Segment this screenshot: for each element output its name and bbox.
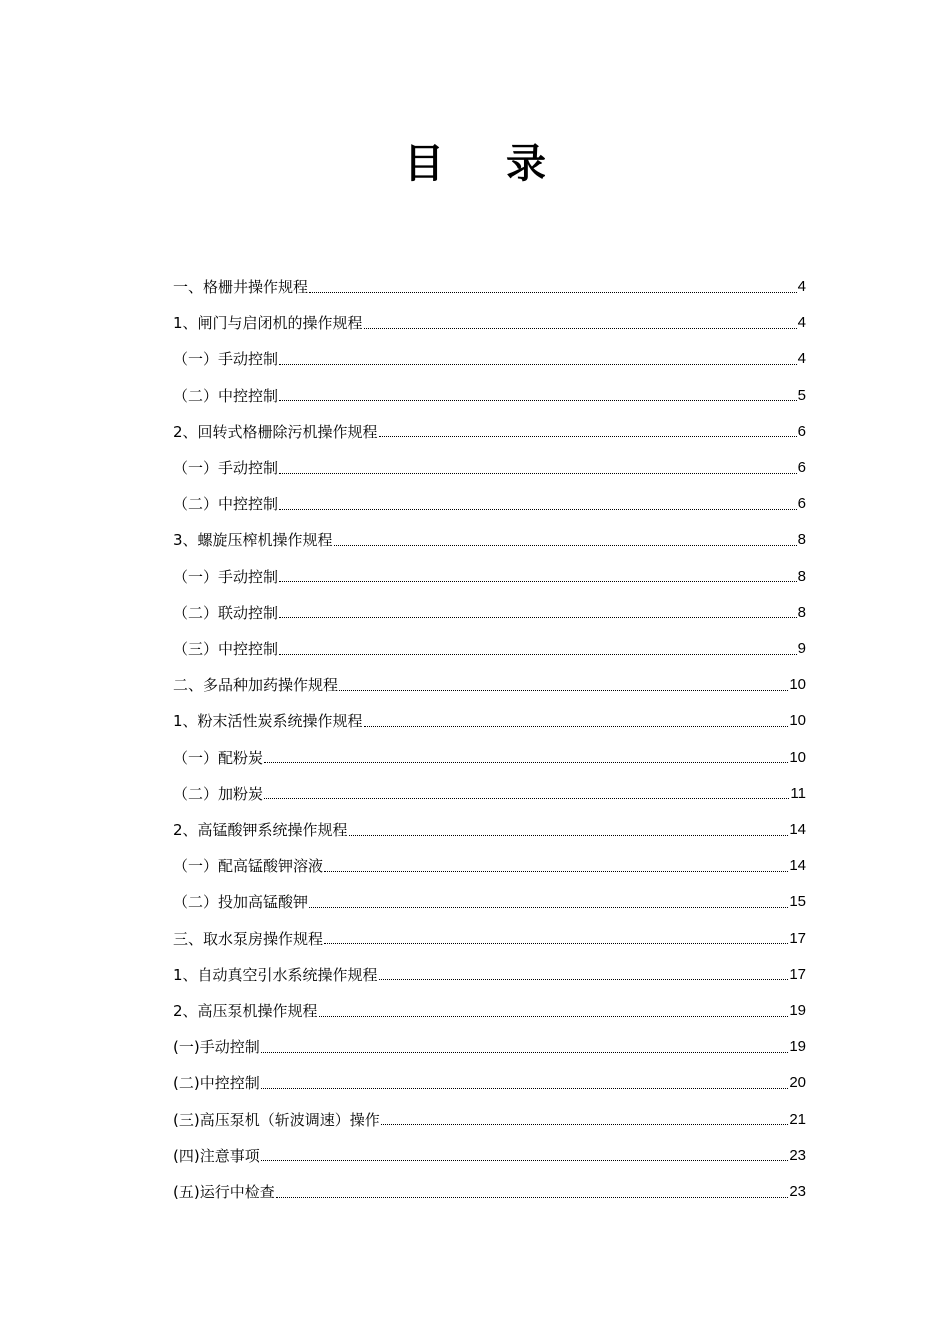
- toc-entry-page-number: 15: [789, 893, 806, 911]
- toc-entry[interactable]: [173, 993, 806, 1029]
- toc-entry-label: （二）中控控制: [173, 495, 279, 514]
- toc-entry-page-number: 6: [797, 495, 806, 513]
- toc-entry-label: （一）手动控制: [173, 567, 279, 586]
- toc-entry-label: 三、取水泵房操作规程: [173, 929, 324, 948]
- toc-dot-leader: [279, 364, 797, 365]
- toc-entry-label: (三)高压泵机（斩波调速）操作: [173, 1110, 380, 1129]
- toc-entry-page-number: 4: [797, 350, 806, 368]
- toc-dot-leader: [381, 1124, 789, 1125]
- toc-entry-label: 3、螺旋压榨机操作规程: [173, 531, 333, 550]
- toc-dot-leader: [334, 545, 797, 546]
- toc-entry[interactable]: [173, 341, 806, 377]
- toc-dot-leader: [379, 979, 789, 980]
- title-char-1: 目: [404, 141, 444, 187]
- toc-entry-page-number: 14: [789, 857, 806, 875]
- toc-entry-page-number: 8: [797, 567, 806, 585]
- toc-entry[interactable]: [173, 378, 806, 414]
- toc-entry[interactable]: [173, 667, 806, 703]
- toc-entry-page-number: 20: [789, 1074, 806, 1092]
- toc-entry[interactable]: [173, 522, 806, 558]
- toc-entry-label: （二）投加高锰酸钾: [173, 893, 309, 912]
- toc-entry-label: （二）联动控制: [173, 603, 279, 622]
- toc-entry-page-number: 5: [797, 386, 806, 404]
- toc-entry-page-number: 10: [789, 676, 806, 694]
- toc-entry-page-number: 19: [789, 1038, 806, 1056]
- title-char-2: 录: [506, 141, 546, 187]
- toc-entry-label: 一、格栅井操作规程: [173, 278, 309, 296]
- toc-entry-label: 2、高压泵机操作规程: [173, 1002, 318, 1020]
- toc-entry-label: (五)运行中检查: [173, 1183, 275, 1201]
- toc-dot-leader: [279, 617, 797, 618]
- toc-entry-label: 二、多品种加药操作规程: [173, 676, 339, 695]
- toc-entry[interactable]: [173, 776, 806, 812]
- toc-dot-leader: [309, 292, 797, 293]
- toc-dot-leader: [324, 943, 788, 944]
- toc-entry-label: （一）配高锰酸钾溶液: [173, 857, 324, 876]
- toc-entry[interactable]: [173, 957, 806, 993]
- page-title: [0, 132, 950, 189]
- toc-entry-page-number: 17: [789, 965, 806, 983]
- toc-entry-page-number: 11: [790, 784, 806, 802]
- toc-dot-leader: [279, 581, 797, 582]
- toc-entry-page-number: 6: [797, 422, 806, 440]
- toc-entry-page-number: 17: [789, 929, 806, 947]
- toc-entry-label: (二)中控控制: [173, 1074, 260, 1093]
- toc-dot-leader: [279, 654, 797, 655]
- toc-entry-page-number: 4: [797, 278, 806, 295]
- toc-entry[interactable]: [173, 269, 806, 305]
- toc-entry-page-number: 4: [797, 314, 806, 332]
- toc-entry-label: (一)手动控制: [173, 1038, 260, 1057]
- toc-entry[interactable]: [173, 559, 806, 595]
- toc-entry[interactable]: [173, 631, 806, 667]
- toc-dot-leader: [264, 762, 788, 763]
- toc-entry[interactable]: [173, 740, 806, 776]
- toc-entry-page-number: 10: [789, 748, 806, 766]
- toc-entry[interactable]: [173, 414, 806, 450]
- toc-entry[interactable]: [173, 1174, 806, 1210]
- toc-entry-page-number: 8: [797, 603, 806, 621]
- toc-entry-label: （一）手动控制: [173, 459, 279, 477]
- toc-entry[interactable]: [173, 703, 806, 739]
- toc-entry[interactable]: [173, 486, 806, 522]
- toc-entry-label: （二）加粉炭: [173, 784, 264, 803]
- toc-entry-page-number: 10: [789, 712, 806, 730]
- toc-entry[interactable]: [173, 848, 806, 884]
- toc-entry-page-number: 6: [797, 459, 806, 476]
- toc-entry-label: 1、粉末活性炭系统操作规程: [173, 712, 363, 731]
- toc-dot-leader: [364, 328, 797, 329]
- toc-entry-page-number: 14: [789, 821, 806, 838]
- toc-entry[interactable]: [173, 450, 806, 486]
- toc-entry[interactable]: [173, 1029, 806, 1065]
- toc-dot-leader: [379, 436, 797, 437]
- toc-entry[interactable]: [173, 1138, 806, 1174]
- toc-dot-leader: [324, 871, 788, 872]
- toc-entry-label: （二）中控控制: [173, 386, 279, 405]
- toc-entry-page-number: 19: [789, 1002, 806, 1019]
- toc-entry-label: （三）中控控制: [173, 640, 279, 658]
- toc-entry-label: 1、闸门与启闭机的操作规程: [173, 314, 363, 333]
- toc-dot-leader: [339, 690, 788, 691]
- toc-dot-leader: [349, 835, 789, 836]
- toc-entry-label: 1、自动真空引水系统操作规程: [173, 965, 378, 984]
- toc-entry-label: (四)注意事项: [173, 1146, 260, 1165]
- toc-dot-leader: [279, 473, 797, 474]
- toc-dot-leader: [261, 1088, 789, 1089]
- toc-dot-leader: [264, 798, 789, 799]
- toc-dot-leader: [261, 1052, 789, 1053]
- toc-entry[interactable]: [173, 305, 806, 341]
- toc-entry-page-number: 23: [789, 1146, 806, 1164]
- toc-dot-leader: [261, 1160, 789, 1161]
- toc-dot-leader: [279, 509, 797, 510]
- toc-entry[interactable]: [173, 1102, 806, 1138]
- toc-entry[interactable]: [173, 884, 806, 920]
- toc-entry[interactable]: [173, 1065, 806, 1101]
- toc-dot-leader: [309, 907, 788, 908]
- toc-entry[interactable]: [173, 595, 806, 631]
- toc-dot-leader: [276, 1197, 789, 1198]
- toc-dot-leader: [279, 400, 797, 401]
- toc-entry-page-number: 23: [789, 1183, 806, 1200]
- toc-dot-leader: [364, 726, 789, 727]
- toc-entry-page-number: 9: [797, 640, 806, 657]
- toc-entry-label: 2、回转式格栅除污机操作规程: [173, 422, 378, 441]
- toc-entry-label: 2、高锰酸钾系统操作规程: [173, 821, 348, 839]
- toc-dot-leader: [319, 1016, 789, 1017]
- toc-entry[interactable]: [173, 921, 806, 957]
- toc-entry-label: （一）配粉炭: [173, 748, 264, 767]
- toc-entry-page-number: 8: [797, 531, 806, 549]
- toc-entry-page-number: 21: [789, 1110, 806, 1128]
- toc-entry-label: （一）手动控制: [173, 350, 279, 369]
- toc-entry[interactable]: [173, 812, 806, 848]
